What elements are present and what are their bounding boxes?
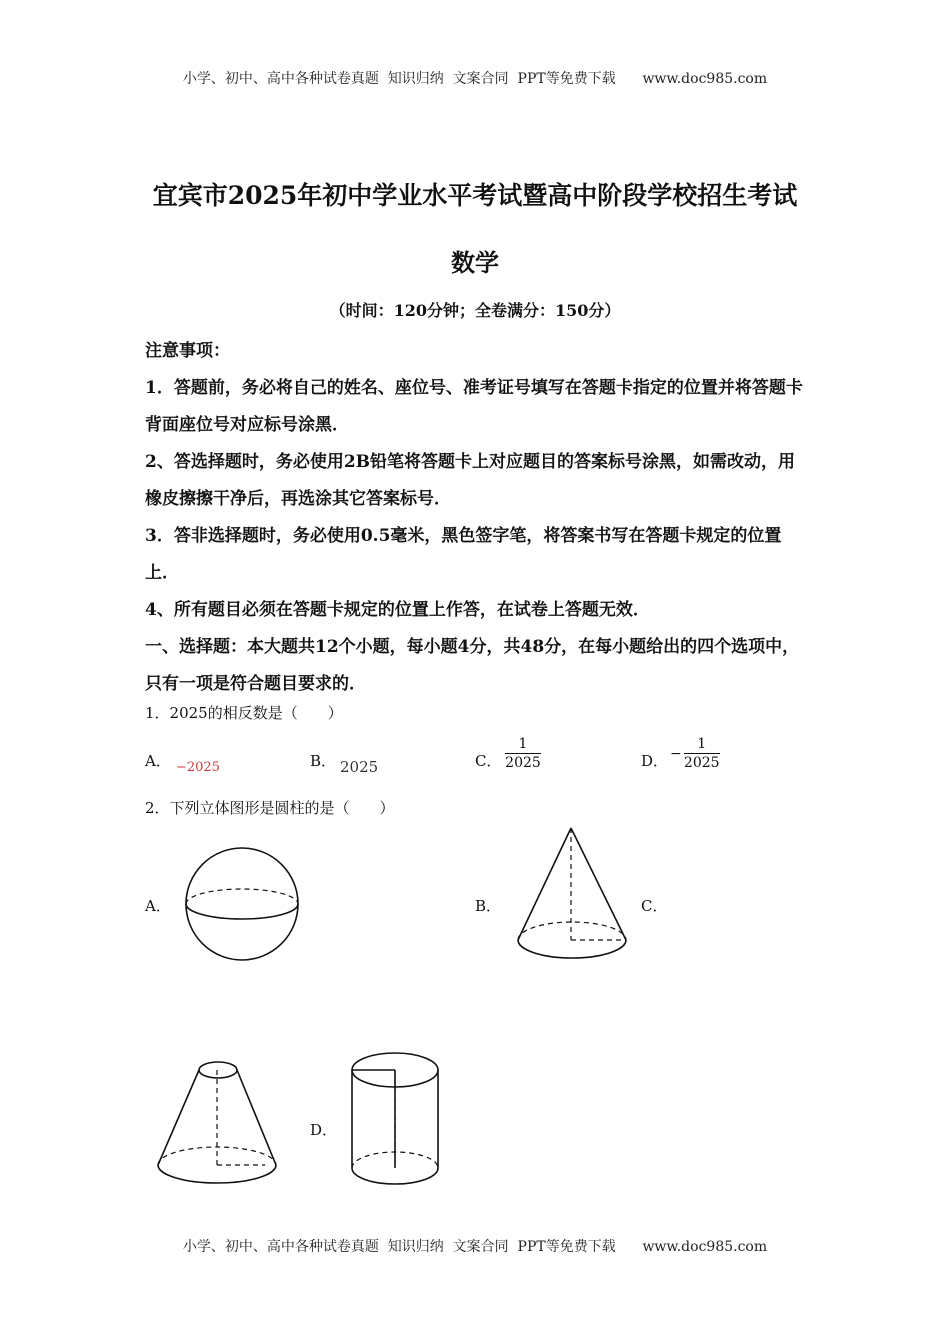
q1-d-denominator: 2025 (683, 755, 720, 771)
q2-option-a-label: A． (145, 897, 171, 915)
q1-c-numerator: 1 (518, 736, 528, 752)
q2-stem: 2．下列立体图形是圆柱的是（ ） (145, 799, 395, 817)
notice-heading: 注意事项： (145, 341, 230, 361)
q1-c-denominator: 2025 (505, 755, 541, 771)
q1-option-c-fraction (505, 736, 541, 772)
q1-option-c-label: C． (475, 752, 502, 770)
page-footer: 小学、初中、高中各种试卷真题 知识归纳 文案合同 PPT等免费下载 www.doc985.com (182, 1239, 768, 1255)
q1-d-sign: − (670, 746, 682, 762)
section-1-intro: 一、选择题：本大题共12个小题，每小题4分，共48分，在每小题给出的四个选项中，只有一项是符合题目要求的． (145, 637, 800, 694)
notice-item-1: 1．答题前，务必将自己的姓名、座位号、准考证号填写在答题卡指定的位置并将答题卡背面座位号对应标号涂黑． (145, 378, 803, 435)
cone-figure (515, 826, 631, 962)
q1-d-numerator: 1 (697, 736, 707, 752)
page-header: 小学、初中、高中各种试卷真题 知识归纳 文案合同 PPT等免费下载 www.doc985.com (182, 71, 768, 87)
q1-option-d-label: D． (641, 752, 669, 770)
q1-option-b-label: B． (310, 752, 337, 770)
sphere-figure (185, 847, 301, 963)
frustum-figure (155, 1057, 279, 1187)
notice-block (145, 333, 810, 703)
q2-option-b-label: B． (475, 897, 502, 915)
q1-option-a-value: −2025 (176, 760, 220, 775)
q1-option-d-fraction (670, 736, 720, 772)
notice-item-4: 4、所有题目必须在答题卡规定的位置上作答，在试卷上答题无效． (145, 600, 650, 620)
notice-item-2: 2、答选择题时，务必使用2B铅笔将答题卡上对应题目的答案标号涂黑，如需改动，用橡皮擦擦干净后，再选涂其它答案标号． (145, 452, 796, 509)
q2-option-d-label: D． (310, 1121, 338, 1139)
q2-option-c-label: C． (641, 897, 668, 915)
q1-stem: 1．2025的相反数是（ ） (145, 704, 343, 722)
notice-item-3: 3．答非选择题时，务必使用0.5毫米，黑色签字笔，将答案书写在答题卡规定的位置上． (145, 526, 782, 583)
q1-option-b-value: 2025 (340, 758, 379, 776)
exam-subject: 数学 (451, 248, 499, 277)
q1-option-a-label: A． (145, 752, 171, 770)
exam-time-info: （时间：120分钟；全卷满分：150分） (329, 301, 621, 320)
cylinder-figure (350, 1050, 442, 1188)
exam-title: 宜宾市2025年初中学业水平考试暨高中阶段学校招生考试 (152, 181, 798, 210)
